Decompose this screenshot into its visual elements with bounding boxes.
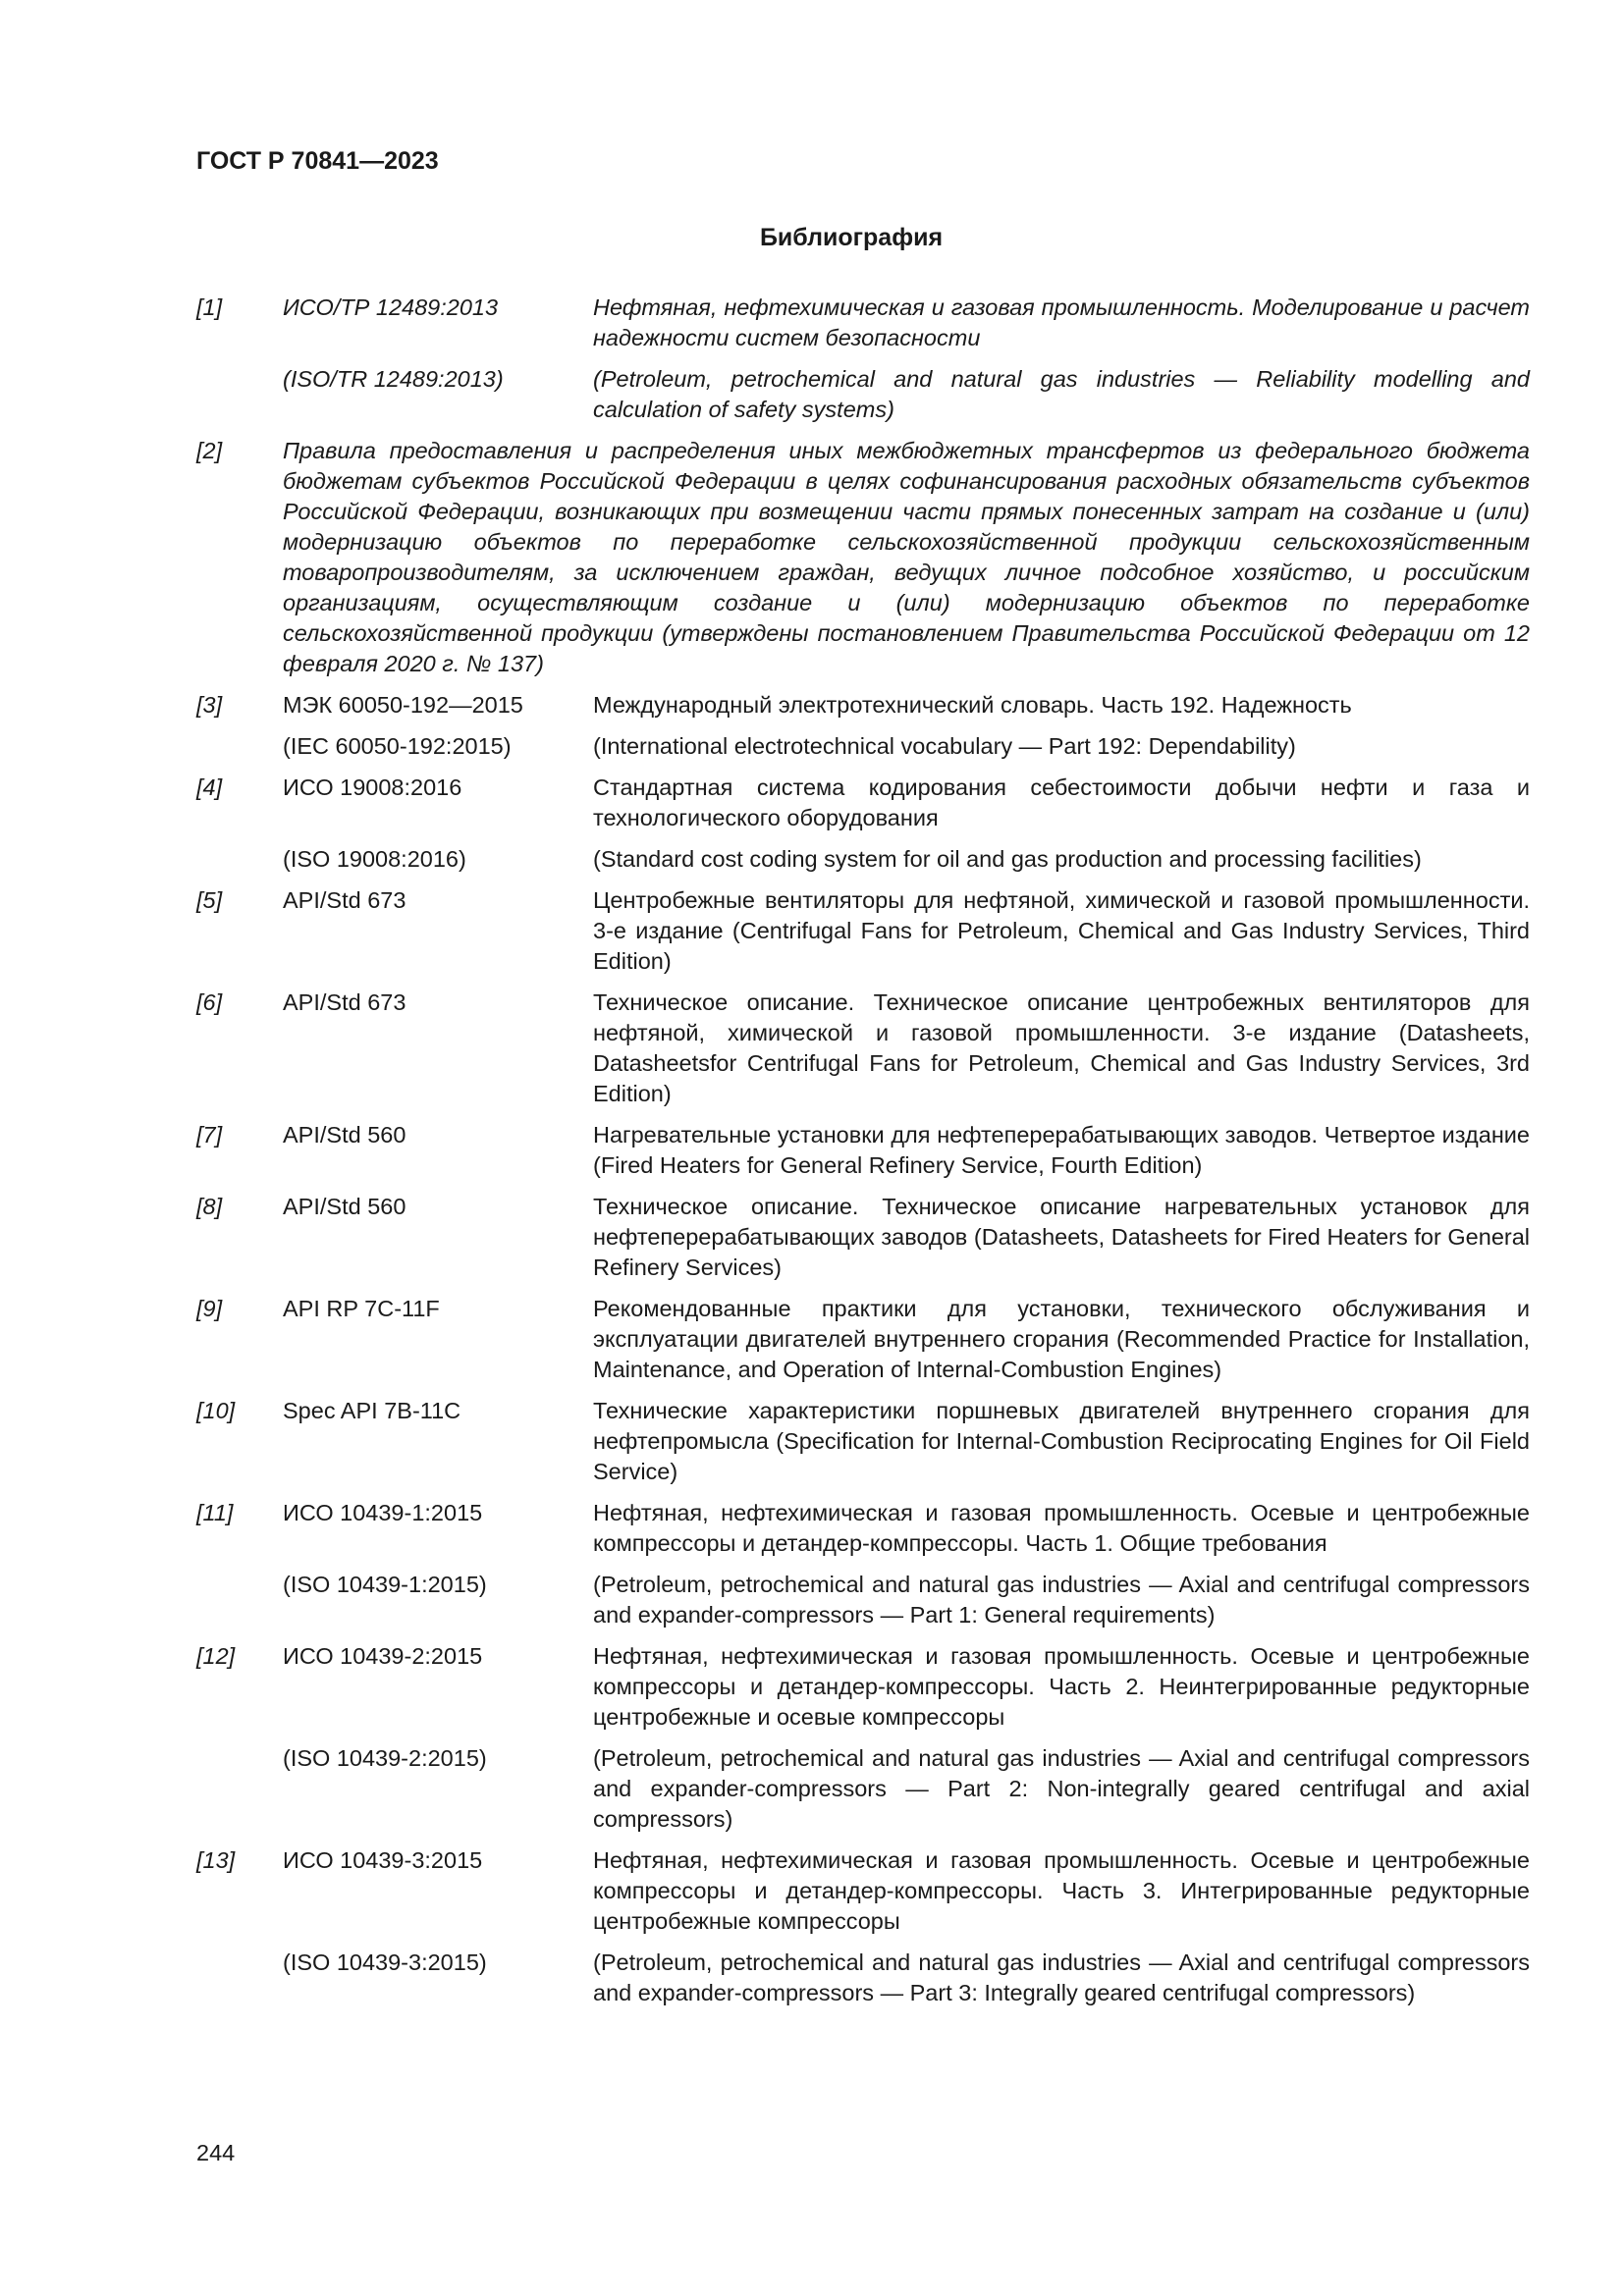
page-number: 244 — [196, 2140, 236, 2165]
entry-number — [196, 844, 283, 875]
entry-code: МЭК 60050-192—2015 — [283, 692, 523, 718]
entry-text: Нефтяная, нефтехимическая и газовая промышленность. Осевые и центробежные компрессоры и детандер-компрессоры. Часть 2. Неинтегрированные редукторные центробежные и осевые компрессоры — [593, 1643, 1530, 1730]
bibliography-entry — [196, 436, 1530, 679]
entry-text: Техническое описание. Техническое описание центробежных вентиляторов для нефтяной, химической и газовой промышленности. 3-е издание (Datasheets, Datasheetsfor Centrifugal Fans for Petroleum, Chemical and Gas Industry Services, 3rd Edition) — [593, 989, 1530, 1106]
entry-text: Международный электротехнический словарь. Часть 192. Надежность — [593, 692, 1352, 718]
entry-number — [196, 1570, 283, 1630]
entry-text: (Petroleum, petrochemical and natural gas industries — Axial and centrifugal compressors and expander-compressors — Part 1: General requirements) — [593, 1572, 1530, 1628]
bibliography-entry — [196, 1396, 1530, 1487]
entry-code: ИСО 10439-3:2015 — [283, 1847, 483, 1873]
entry-number: [4] — [196, 774, 223, 800]
bibliography-entry — [196, 988, 1530, 1109]
entry-code: (ISO 19008:2016) — [283, 846, 466, 872]
entry-code: API RP 7C-11F — [283, 1296, 440, 1321]
entry-number: [8] — [196, 1194, 223, 1219]
document-header: ГОСТ Р 70841—2023 — [196, 147, 439, 175]
entry-number: [11] — [196, 1500, 234, 1525]
entry-text: Технические характеристики поршневых двигателей внутреннего сгорания для нефтепромысла (Specification for Internal-Combustion Reciprocating Engines for Oil Field Service) — [593, 1398, 1530, 1484]
entry-number — [196, 731, 283, 762]
bibliography-entry — [196, 1192, 1530, 1283]
entry-number: [10] — [196, 1398, 236, 1423]
entry-text: Нефтяная, нефтехимическая и газовая промышленность. Моделирование и расчет надежности систем безопасности — [593, 294, 1530, 350]
bibliography-entry — [196, 1498, 1530, 1559]
bibliography-entry — [196, 1948, 1530, 2008]
bibliography-entry — [196, 844, 1530, 875]
entry-text: Нефтяная, нефтехимическая и газовая промышленность. Осевые и центробежные компрессоры и детандер-компрессоры. Часть 3. Интегрированные редукторные центробежные компрессоры — [593, 1847, 1530, 1934]
entry-text: Рекомендованные практики для установки, технического обслуживания и эксплуатации двигателей внутреннего сгорания (Recommended Practice for Installation, Maintenance, and Operation of Internal-Combustion Engines) — [593, 1296, 1530, 1382]
entry-code: (ISO 10439-1:2015) — [283, 1572, 487, 1597]
entry-code: (IEC 60050-192:2015) — [283, 733, 512, 759]
entry-text: Правила предоставления и распределения иных межбюджетных трансфертов из федерального бюджета бюджетам субъектов Российской Федерации в целях софинансирования расходных обязательств субъектов Российской Федерации, возникающих при возмещении части прямых понесенных затрат на создание и (или) модернизацию объектов по переработке сельскохозяйственной продукции сельскохозяйственным товаропроизводителям, за исключением граждан, ведущих личное подсобное хозяйство, и российским организациям, осуществляющим создание и (или) модернизацию объектов по переработке сельскохозяйственной продукции (утверждены постановлением Правительства Российской Федерации от 12 февраля 2020 г. № 137) — [283, 438, 1530, 676]
entry-code: (ISO 10439-3:2015) — [283, 1949, 487, 1975]
bibliography-entry — [196, 1294, 1530, 1385]
bibliography-entry — [196, 364, 1530, 425]
entry-text: (Petroleum, petrochemical and natural gas industries — Axial and centrifugal compressors and expander-compressors — Part 2: Non-integrally geared centrifugal and axial compressors) — [593, 1745, 1530, 1832]
bibliography-entry — [196, 293, 1530, 353]
entry-text: Центробежные вентиляторы для нефтяной, химической и газовой промышленности. 3-е издание (Centrifugal Fans for Petroleum, Chemical and Gas Industry Services, Third Edition) — [593, 887, 1530, 974]
entry-number — [196, 1948, 283, 2008]
bibliography-entry — [196, 1845, 1530, 1937]
entry-code: ИСО/ТР 12489:2013 — [283, 294, 499, 320]
entry-text: Техническое описание. Техническое описание нагревательных установок для нефтеперерабатывающих заводов (Datasheets, Datasheets for Fired Heaters for General Refinery Services) — [593, 1194, 1530, 1280]
entry-number: [3] — [196, 692, 223, 718]
entry-number: [9] — [196, 1296, 223, 1321]
entry-number: [13] — [196, 1847, 236, 1873]
entry-number: [5] — [196, 887, 223, 913]
entry-code: (ISO 10439-2:2015) — [283, 1745, 487, 1771]
entry-code: API/Std 673 — [283, 989, 406, 1015]
entry-text: (International electrotechnical vocabulary — Part 192: Dependability) — [593, 733, 1296, 759]
entry-number — [196, 364, 283, 425]
entry-code: ИСО 19008:2016 — [283, 774, 462, 800]
bibliography-entry — [196, 1570, 1530, 1630]
bibliography-entry — [196, 1641, 1530, 1733]
bibliography-entry — [196, 1120, 1530, 1181]
bibliography-entry — [196, 773, 1530, 833]
entry-text: Стандартная система кодирования себестоимости добычи нефти и газа и технологического оборудования — [593, 774, 1530, 830]
section-title: Библиография — [759, 224, 944, 251]
bibliography-entry — [196, 731, 1530, 762]
entry-text: (Petroleum, petrochemical and natural gas industries — Reliability modelling and calculation of safety systems) — [593, 366, 1530, 422]
bibliography-entry — [196, 690, 1530, 721]
bibliography-entry — [196, 885, 1530, 977]
entry-number: [1] — [196, 294, 223, 320]
entry-number: [12] — [196, 1643, 236, 1669]
entry-code: (ISO/TR 12489:2013) — [283, 366, 504, 392]
bibliography-entry — [196, 1743, 1530, 1835]
entry-code: ИСО 10439-2:2015 — [283, 1643, 483, 1669]
bibliography-list — [196, 293, 1530, 2019]
entry-number: [2] — [196, 438, 223, 463]
entry-number: [7] — [196, 1122, 223, 1148]
entry-code: API/Std 560 — [283, 1194, 406, 1219]
entry-number — [196, 1743, 283, 1835]
entry-code: API/Std 560 — [283, 1122, 406, 1148]
entry-code: API/Std 673 — [283, 887, 406, 913]
entry-number: [6] — [196, 989, 223, 1015]
entry-code: Spec API 7B-11C — [283, 1398, 461, 1423]
entry-code: ИСО 10439-1:2015 — [283, 1500, 483, 1525]
entry-text: (Petroleum, petrochemical and natural gas industries — Axial and centrifugal compressors and expander-compressors — Part 3: Integrally geared centrifugal compressors) — [593, 1949, 1530, 2005]
entry-text: Нефтяная, нефтехимическая и газовая промышленность. Осевые и центробежные компрессоры и детандер-компрессоры. Часть 1. Общие требования — [593, 1500, 1530, 1556]
entry-text: (Standard cost coding system for oil and gas production and processing facilities) — [593, 846, 1422, 872]
entry-text: Нагревательные установки для нефтеперерабатывающих заводов. Четвертое издание (Fired Heaters for General Refinery Service, Fourth Edition) — [593, 1122, 1530, 1178]
